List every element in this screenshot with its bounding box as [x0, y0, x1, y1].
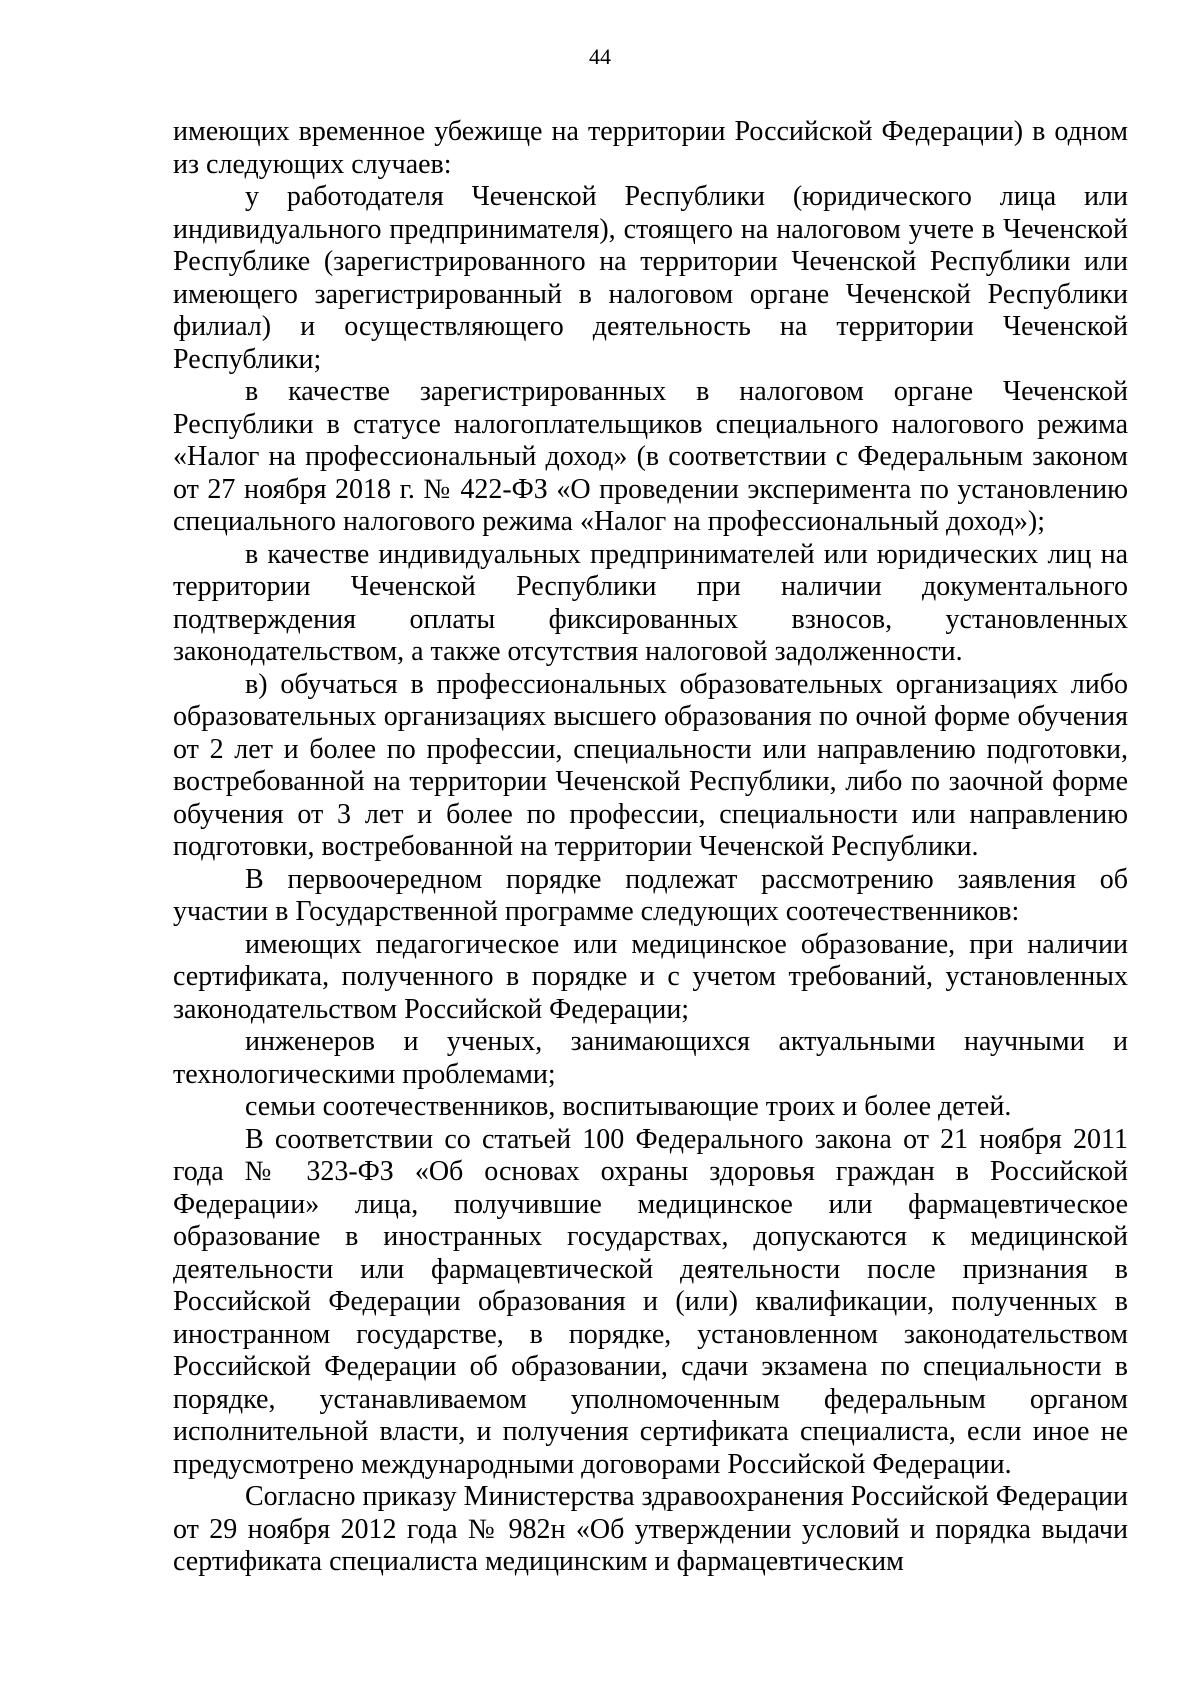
paragraph: инженеров и ученых, занимающихся актуальными научными и технологическими проблемами;	[173, 1026, 1128, 1090]
paragraph: у работодателя Чеченской Республики (юридического лица или индивидуального предпринимателя), стоящего на налоговом учете в Чеченской Республике (зарегистрированного на территории Чеченской Республики или имеющего зарегистрированный в налоговом органе Чеченской Республики филиал) и осуществляющего деятельность на территории Чеченской Республики;	[173, 181, 1128, 375]
paragraph: семьи соотечественников, воспитывающие троих и более детей.	[245, 1091, 1012, 1122]
paragraph: имеющих педагогическое или медицинское образование, при наличии сертификата, полученного в порядке и с учетом требований, установленных законодательством Российской Федерации;	[173, 928, 1128, 1025]
paragraph: в) обучаться в профессиональных образовательных организациях либо образовательных организациях высшего образования по очной форме обучения от 2 лет и более по профессии, специальности или направлению подготовки, востребованной на территории Чеченской Республики, либо по заочной форме обучения от 3 лет и более по профессии, специальности или направлению подготовки, востребованной на территории Чеченской Республики.	[173, 668, 1128, 862]
paragraph: в качестве зарегистрированных в налоговом органе Чеченской Республики в статусе налогоплательщиков специального налогового режима «Налог на профессиональный доход» (в соответствии с Федеральным законом от 27 ноября 2018 г. № 422-ФЗ «О проведении эксперимента по установлению специального налогового режима «Налог на профессиональный доход»);	[173, 376, 1128, 537]
paragraph-continuation: имеющих временное убежище на территории Российской Федерации) в одном из следующих случаев:	[173, 116, 1128, 180]
paragraph: в качестве индивидуальных предпринимателей или юридических лиц на территории Чеченской Республики при наличии документального подтверждения оплаты фиксированных взносов, установленных законодательством, а также отсутствия налоговой задолженности.	[173, 538, 1128, 667]
paragraph: В первоочередном порядке подлежат рассмотрению заявления об участии в Государственной программе следующих соотечественников:	[173, 863, 1128, 927]
page-number: 44	[589, 44, 611, 69]
paragraph: В соответствии со статьей 100 Федерального закона от 21 ноября 2011 года № 323-ФЗ «Об основах охраны здоровья граждан в Российской Федерации» лица, получившие медицинское или фармацевтическое образование в иностранных государствах, допускаются к медицинской деятельности или фармацевтической деятельности после признания в Российской Федерации образования и (или) квалификации, полученных в иностранном государстве, в порядке, установленном законодательством Российской Федерации об образовании, сдачи экзамена по специальности в порядке, устанавливаемом уполномоченным федеральным органом исполнительной власти, и получения сертификата специалиста, если иное не предусмотрено международными договорами Российской Федерации.	[173, 1123, 1128, 1480]
document-body	[173, 116, 1128, 1579]
paragraph: Согласно приказу Министерства здравоохранения Российской Федерации от 29 ноября 2012 года № 982н «Об утверждении условий и порядка выдачи сертификата специалиста медицинским и фармацевтическим	[173, 1481, 1128, 1577]
